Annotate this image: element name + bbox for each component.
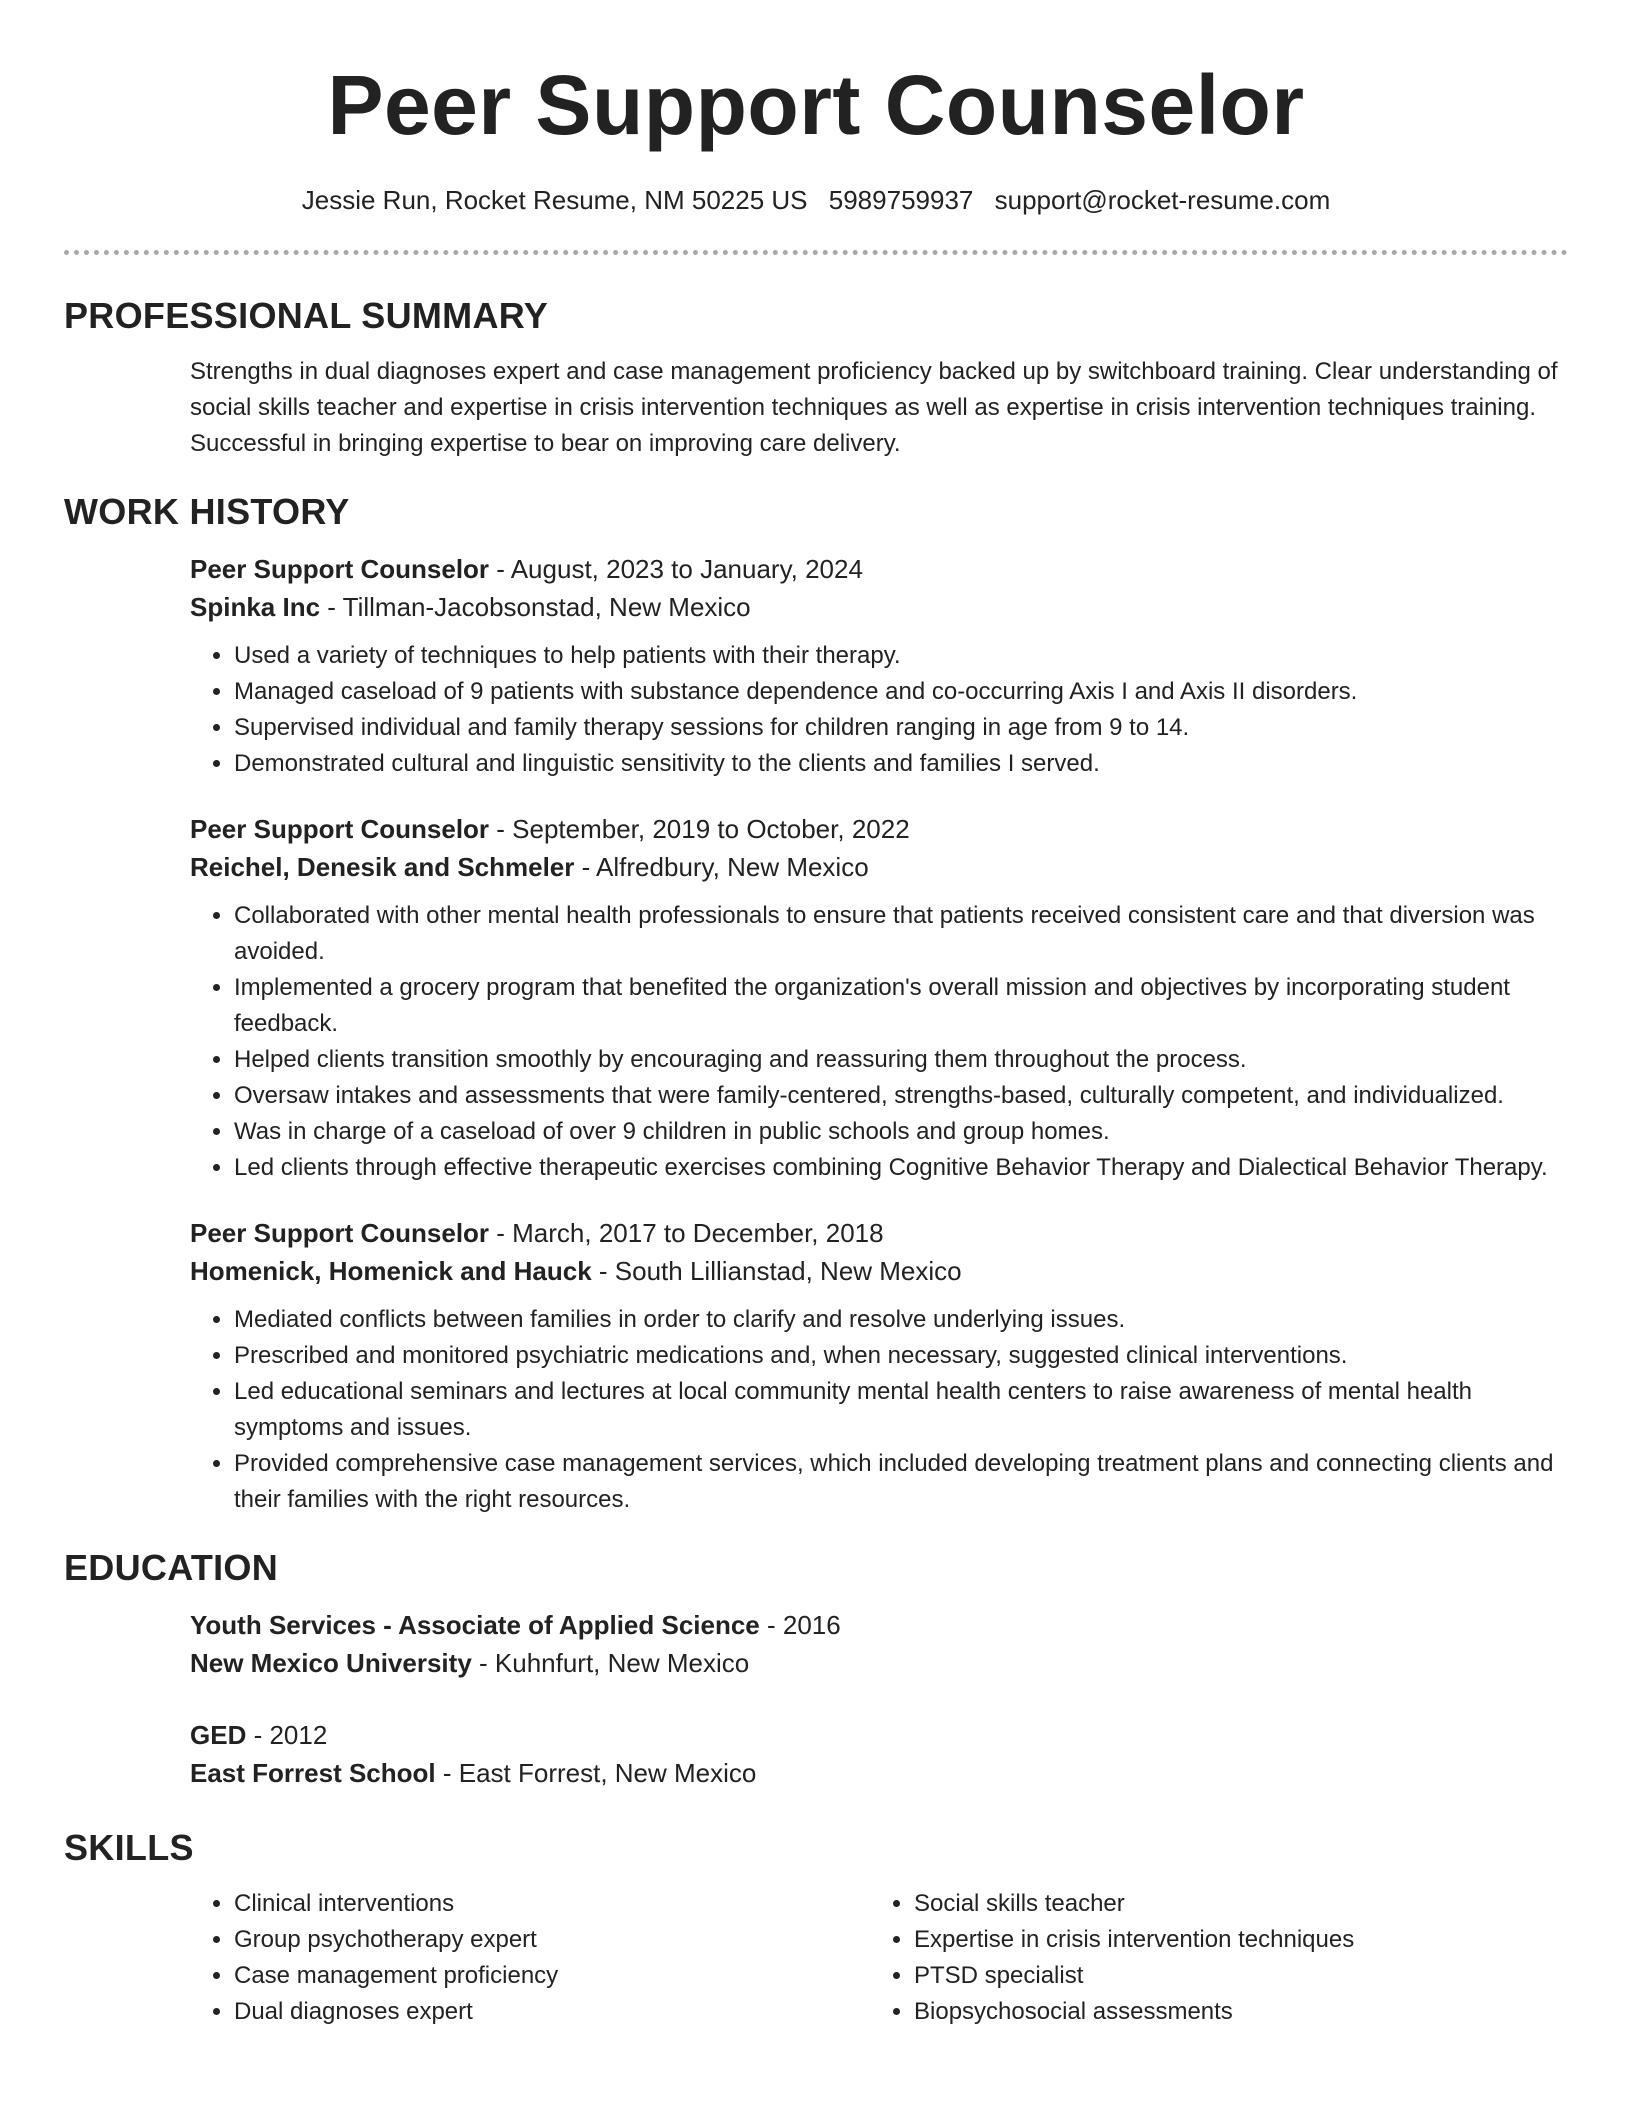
job-bullet: • Managed caseload of 9 patients with substance dependence and co-occurring Axis I and Axis II disorders. <box>234 674 1568 710</box>
job-role: Peer Support Counselor <box>190 554 490 584</box>
skills-column-right <box>870 1886 1550 2030</box>
contact-phone: 5989759937 <box>828 185 974 215</box>
job-bullet: • Oversaw intakes and assessments that were family-centered, strengths-based, culturally competent, and individualized. <box>234 1078 1568 1114</box>
job-company: Spinka Inc <box>190 592 321 622</box>
education-degree: GED <box>190 1720 247 1750</box>
education-location: - East Forrest, New Mexico <box>435 1758 757 1788</box>
skills-column-left <box>190 1886 870 2030</box>
job-bullet: • Collaborated with other mental health professionals to ensure that patients received consistent care and that diversion was avoided. <box>234 898 1568 970</box>
job-company: Homenick, Homenick and Hauck <box>190 1256 592 1286</box>
skill-item: • Expertise in crisis intervention techniques <box>914 1922 1550 1958</box>
skill-item: • Case management proficiency <box>234 1958 870 1994</box>
job-bullet: • Demonstrated cultural and linguistic sensitivity to the clients and families I served. <box>234 746 1568 782</box>
job-location: - South Lillianstad, New Mexico <box>591 1256 962 1286</box>
job-bullets <box>190 898 1568 1186</box>
job-bullet: • Helped clients transition smoothly by encouraging and reassuring them throughout the process. <box>234 1042 1568 1078</box>
education-location: - Kuhnfurt, New Mexico <box>471 1648 750 1678</box>
skill-item: • Social skills teacher <box>914 1886 1550 1922</box>
summary-text: Strengths in dual diagnoses expert and case management proficiency backed up by switchboard training. Clear understanding of social skills teacher and expertise in crisis intervention techniques as well as expertise in crisis intervention techniques training. Successful in bringing expertise to bear on improving care delivery. <box>190 358 1558 457</box>
education-year: - 2012 <box>246 1720 328 1750</box>
education-year: - 2016 <box>759 1610 841 1640</box>
work-history-section <box>64 490 1568 1518</box>
education-title: EDUCATION <box>64 1547 279 1588</box>
job-dates: - March, 2017 to December, 2018 <box>489 1218 884 1248</box>
job-company-line <box>190 848 1568 886</box>
skills-list <box>870 1886 1550 2030</box>
skills-title: SKILLS <box>64 1827 194 1868</box>
job-title-line <box>190 810 1568 848</box>
job-bullet: • Was in charge of a caseload of over 9 children in public schools and group homes. <box>234 1114 1568 1150</box>
job-bullet: • Implemented a grocery program that benefited the organization's overall mission and objectives by incorporating student feedback. <box>234 970 1568 1042</box>
job-location: - Alfredbury, New Mexico <box>574 852 869 882</box>
education-school: New Mexico University <box>190 1648 472 1678</box>
summary-title: PROFESSIONAL SUMMARY <box>64 295 549 336</box>
education-degree-line <box>190 1716 1568 1754</box>
education-section <box>64 1546 1568 1792</box>
job-company-line <box>190 588 1568 626</box>
job-title-line <box>190 1214 1568 1252</box>
job-dates: - August, 2023 to January, 2024 <box>489 554 863 584</box>
education-entry <box>190 1606 1568 1682</box>
education-school-line <box>190 1754 1568 1792</box>
skill-item: • Dual diagnoses expert <box>234 1994 870 2030</box>
job-entry <box>190 810 1568 1186</box>
job-title-line <box>190 550 1568 588</box>
job-bullet: • Provided comprehensive case management services, which included developing treatment plans and connecting clients and their families with the right resources. <box>234 1446 1568 1518</box>
candidate-name: Peer Support Counselor <box>327 58 1305 152</box>
skill-item: • Clinical interventions <box>234 1886 870 1922</box>
job-entry <box>190 550 1568 782</box>
education-degree: Youth Services - Associate of Applied Science <box>190 1610 760 1640</box>
contact-email: support@rocket-resume.com <box>994 185 1331 215</box>
skills-list <box>190 1886 870 2030</box>
header-divider <box>64 250 1568 255</box>
job-bullet: • Led clients through effective therapeutic exercises combining Cognitive Behavior Therapy and Dialectical Behavior Therapy. <box>234 1150 1568 1186</box>
job-entry <box>190 1214 1568 1518</box>
job-dates: - September, 2019 to October, 2022 <box>489 814 910 844</box>
job-bullet: • Supervised individual and family therapy sessions for children ranging in age from 9 to 14. <box>234 710 1568 746</box>
job-bullets <box>190 1302 1568 1518</box>
skill-item: • Group psychotherapy expert <box>234 1922 870 1958</box>
job-role: Peer Support Counselor <box>190 1218 490 1248</box>
skills-columns <box>190 1886 1568 2030</box>
job-role: Peer Support Counselor <box>190 814 490 844</box>
skills-section <box>64 1826 1568 2030</box>
education-school-line <box>190 1644 1568 1682</box>
job-company-line <box>190 1252 1568 1290</box>
resume-content <box>64 294 1568 2030</box>
job-bullet: • Led educational seminars and lectures at local community mental health centers to raise awareness of mental health symptoms and issues. <box>234 1374 1568 1446</box>
job-bullets <box>190 638 1568 782</box>
job-bullet: • Mediated conflicts between families in order to clarify and resolve underlying issues. <box>234 1302 1568 1338</box>
contact-address: Jessie Run, Rocket Resume, NM 50225 US <box>301 185 808 215</box>
job-bullet: • Used a variety of techniques to help patients with their therapy. <box>234 638 1568 674</box>
education-entry <box>190 1716 1568 1792</box>
education-degree-line <box>190 1606 1568 1644</box>
work-history-title: WORK HISTORY <box>64 491 350 532</box>
job-location: - Tillman-Jacobsonstad, New Mexico <box>320 592 751 622</box>
job-bullet: • Prescribed and monitored psychiatric medications and, when necessary, suggested clinical interventions. <box>234 1338 1568 1374</box>
contact-line <box>0 182 1632 218</box>
education-school: East Forrest School <box>190 1758 436 1788</box>
summary-section <box>64 294 1568 462</box>
job-company: Reichel, Denesik and Schmeler <box>190 852 575 882</box>
skill-item: • Biopsychosocial assessments <box>914 1994 1550 2030</box>
skill-item: • PTSD specialist <box>914 1958 1550 1994</box>
